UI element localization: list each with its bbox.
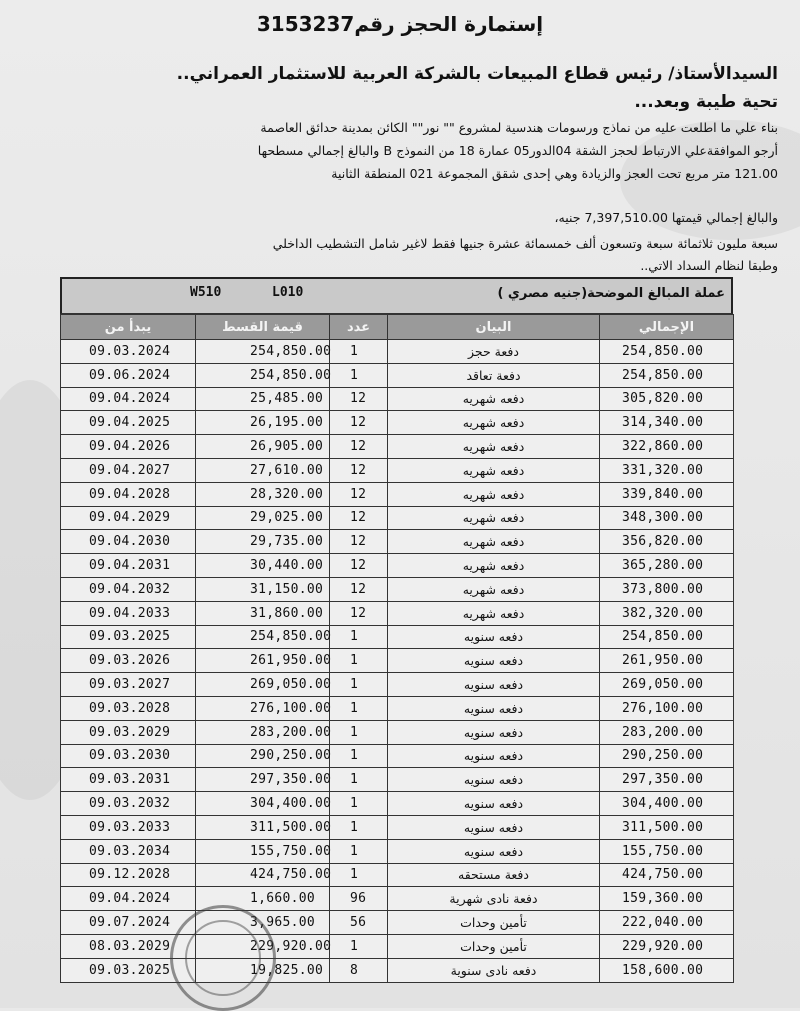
cell-statement: دفعه شهريه — [388, 601, 600, 625]
cell-installment: 424,750.00 — [196, 863, 330, 887]
cell-installment: 3,965.00 — [196, 911, 330, 935]
table-row — [61, 768, 734, 792]
cell-start-date: 09.04.2025 — [61, 411, 196, 435]
table-row — [61, 934, 734, 958]
cell-statement: دفعة مستحقه — [388, 863, 600, 887]
cell-installment: 155,750.00 — [196, 839, 330, 863]
addressee-line: السيدالأستاذ/ رئيس قطاع المبيعات بالشركة العربية للاستثمار العمراني.. — [176, 64, 778, 84]
total-value-line: والبالغ إجمالي قيمتها 7,397,510.00 جنيه، — [554, 210, 778, 225]
cell-count: 12 — [330, 530, 388, 554]
cell-count: 1 — [330, 839, 388, 863]
table-row — [61, 411, 734, 435]
cell-total: 254,850.00 — [600, 340, 734, 364]
cell-count: 1 — [330, 696, 388, 720]
table-row — [61, 649, 734, 673]
cell-total: 322,860.00 — [600, 435, 734, 459]
cell-statement: دفعه نادى سنوية — [388, 958, 600, 982]
cell-installment: 28,320.00 — [196, 482, 330, 506]
cell-count: 1 — [330, 815, 388, 839]
cell-start-date: 09.03.2026 — [61, 649, 196, 673]
table-row — [61, 363, 734, 387]
cell-start-date: 09.04.2033 — [61, 601, 196, 625]
cell-count: 1 — [330, 768, 388, 792]
cell-total: 382,320.00 — [600, 601, 734, 625]
cell-installment: 297,350.00 — [196, 768, 330, 792]
cell-installment: 27,610.00 — [196, 458, 330, 482]
cell-installment: 25,485.00 — [196, 387, 330, 411]
cell-count: 1 — [330, 363, 388, 387]
cell-total: 311,500.00 — [600, 815, 734, 839]
cell-count: 12 — [330, 411, 388, 435]
cell-total: 269,050.00 — [600, 673, 734, 697]
table-row — [61, 720, 734, 744]
col-total-header: الإجمالي — [600, 315, 734, 340]
cell-count: 1 — [330, 673, 388, 697]
cell-statement: دفعه شهريه — [388, 577, 600, 601]
table-row — [61, 530, 734, 554]
col-count-header: عدد — [330, 315, 388, 340]
cell-statement: دفعه سنويه — [388, 744, 600, 768]
col-start-header: يبدأ من — [61, 315, 196, 340]
payment-schedule — [60, 277, 733, 983]
cell-statement: دفعه سنويه — [388, 792, 600, 816]
cell-start-date: 09.03.2033 — [61, 815, 196, 839]
cell-count: 1 — [330, 792, 388, 816]
table-row — [61, 482, 734, 506]
cell-count: 8 — [330, 958, 388, 982]
cell-statement: دفعه سنويه — [388, 815, 600, 839]
cell-total: 276,100.00 — [600, 696, 734, 720]
cell-count: 1 — [330, 340, 388, 364]
cell-start-date: 09.03.2025 — [61, 958, 196, 982]
col-statement-header: البيان — [388, 315, 600, 340]
cell-start-date: 08.03.2029 — [61, 934, 196, 958]
cell-total: 254,850.00 — [600, 363, 734, 387]
cell-total: 331,320.00 — [600, 458, 734, 482]
code-w: W510 — [190, 285, 222, 300]
cell-count: 12 — [330, 387, 388, 411]
cell-count: 12 — [330, 458, 388, 482]
table-row — [61, 815, 734, 839]
cell-total: 373,800.00 — [600, 577, 734, 601]
cell-statement: دفعه سنويه — [388, 768, 600, 792]
cell-start-date: 09.03.2032 — [61, 792, 196, 816]
cell-total: 348,300.00 — [600, 506, 734, 530]
cell-count: 12 — [330, 554, 388, 578]
cell-start-date: 09.03.2024 — [61, 340, 196, 364]
cell-statement: دفعه شهريه — [388, 482, 600, 506]
cell-count: 1 — [330, 744, 388, 768]
greeting-line: تحية طيبة وبعد... — [634, 92, 778, 112]
cell-start-date: 09.03.2029 — [61, 720, 196, 744]
code-l: L010 — [272, 285, 304, 300]
cell-total: 356,820.00 — [600, 530, 734, 554]
cell-count: 12 — [330, 435, 388, 459]
cell-statement: دفعه شهريه — [388, 435, 600, 459]
table-header-row — [61, 315, 734, 340]
cell-statement: دفعه سنويه — [388, 625, 600, 649]
body-line-2: أرجو الموافقةعلي الارتباط لحجز الشقة 04الدور05 عمارة 18 من النموذج B والبالغ إجمالي مسطحها — [257, 143, 778, 158]
cell-installment: 254,850.00 — [196, 625, 330, 649]
cell-installment: 311,500.00 — [196, 815, 330, 839]
cell-installment: 283,200.00 — [196, 720, 330, 744]
amount-in-words-line: سبعة مليون ثلاثمائة سبعة وتسعون ألف خمسمائة عشرة جنيها فقط لاغير شامل التشطيب الداخلي — [272, 236, 778, 251]
cell-start-date: 09.04.2024 — [61, 387, 196, 411]
cell-start-date: 09.04.2027 — [61, 458, 196, 482]
table-row — [61, 458, 734, 482]
table-row — [61, 958, 734, 982]
cell-count: 96 — [330, 887, 388, 911]
cell-start-date: 09.04.2029 — [61, 506, 196, 530]
cell-start-date: 09.04.2026 — [61, 435, 196, 459]
cell-total: 290,250.00 — [600, 744, 734, 768]
cell-start-date: 09.06.2024 — [61, 363, 196, 387]
cell-total: 155,750.00 — [600, 839, 734, 863]
currency-label: عملة المبالغ الموضحة(جنيه مصري ) — [497, 286, 725, 301]
cell-count: 1 — [330, 625, 388, 649]
cell-statement: دفعة تعاقد — [388, 363, 600, 387]
table-row — [61, 506, 734, 530]
table-row — [61, 387, 734, 411]
cell-installment: 269,050.00 — [196, 673, 330, 697]
cell-installment: 1,660.00 — [196, 887, 330, 911]
table-row — [61, 435, 734, 459]
cell-total: 159,360.00 — [600, 887, 734, 911]
cell-installment: 31,150.00 — [196, 577, 330, 601]
cell-installment: 31,860.00 — [196, 601, 330, 625]
form-title: إستمارة الحجز رقم3153237 — [256, 12, 544, 36]
cell-statement: دفعه شهريه — [388, 506, 600, 530]
cell-start-date: 09.12.2028 — [61, 863, 196, 887]
cell-count: 12 — [330, 506, 388, 530]
cell-installment: 261,950.00 — [196, 649, 330, 673]
table-row — [61, 673, 734, 697]
cell-count: 12 — [330, 601, 388, 625]
cell-total: 222,040.00 — [600, 911, 734, 935]
cell-start-date: 09.07.2024 — [61, 911, 196, 935]
cell-count: 1 — [330, 863, 388, 887]
cell-start-date: 09.04.2031 — [61, 554, 196, 578]
table-row — [61, 911, 734, 935]
table-row — [61, 601, 734, 625]
cell-installment: 26,905.00 — [196, 435, 330, 459]
cell-start-date: 09.03.2034 — [61, 839, 196, 863]
cell-total: 314,340.00 — [600, 411, 734, 435]
table-row — [61, 839, 734, 863]
cell-installment: 29,735.00 — [196, 530, 330, 554]
cell-start-date: 09.03.2027 — [61, 673, 196, 697]
cell-installment: 26,195.00 — [196, 411, 330, 435]
cell-total: 158,600.00 — [600, 958, 734, 982]
cell-statement: دفعه شهريه — [388, 458, 600, 482]
cell-total: 365,280.00 — [600, 554, 734, 578]
table-row — [61, 792, 734, 816]
cell-installment: 19,825.00 — [196, 958, 330, 982]
cell-total: 424,750.00 — [600, 863, 734, 887]
cell-start-date: 09.03.2030 — [61, 744, 196, 768]
table-row — [61, 577, 734, 601]
cell-total: 339,840.00 — [600, 482, 734, 506]
cell-count: 1 — [330, 934, 388, 958]
cell-statement: دفعه سنويه — [388, 696, 600, 720]
cell-total: 261,950.00 — [600, 649, 734, 673]
cell-count: 1 — [330, 720, 388, 744]
cell-count: 12 — [330, 577, 388, 601]
cell-total: 254,850.00 — [600, 625, 734, 649]
cell-total: 304,400.00 — [600, 792, 734, 816]
cell-start-date: 09.03.2031 — [61, 768, 196, 792]
cell-installment: 29,025.00 — [196, 506, 330, 530]
cell-total: 297,350.00 — [600, 768, 734, 792]
table-row — [61, 696, 734, 720]
cell-statement: دفعه سنويه — [388, 720, 600, 744]
cell-total: 229,920.00 — [600, 934, 734, 958]
cell-start-date: 09.04.2030 — [61, 530, 196, 554]
cell-installment: 254,850.00 — [196, 363, 330, 387]
cell-statement: دفعه شهريه — [388, 554, 600, 578]
body-line-1: بناء علي ما اطلعت عليه من نماذج ورسومات هندسية لمشروع "" نور"" الكائن بمدينة حدائق العاصمة — [260, 120, 778, 135]
cell-statement: تأمين وحدات — [388, 934, 600, 958]
cell-installment: 290,250.00 — [196, 744, 330, 768]
cell-statement: تأمين وحدات — [388, 911, 600, 935]
cell-start-date: 09.04.2032 — [61, 577, 196, 601]
table-row — [61, 625, 734, 649]
payment-table — [60, 314, 734, 983]
cell-start-date: 09.03.2025 — [61, 625, 196, 649]
cell-count: 1 — [330, 649, 388, 673]
cell-total: 283,200.00 — [600, 720, 734, 744]
cell-statement: دفعة حجز — [388, 340, 600, 364]
table-row — [61, 340, 734, 364]
table-row — [61, 887, 734, 911]
cell-start-date: 09.04.2028 — [61, 482, 196, 506]
currency-header — [60, 277, 733, 314]
cell-installment: 229,920.00 — [196, 934, 330, 958]
cell-statement: دفعه شهريه — [388, 411, 600, 435]
cell-statement: دفعه سنويه — [388, 673, 600, 697]
cell-installment: 304,400.00 — [196, 792, 330, 816]
cell-start-date: 09.04.2024 — [61, 887, 196, 911]
body-line-3: 121.00 متر مربع تحت العجز والزيادة وهي إحدى شقق المجموعة 021 المنطقة الثانية — [331, 166, 778, 181]
cell-installment: 30,440.00 — [196, 554, 330, 578]
cell-count: 56 — [330, 911, 388, 935]
cell-start-date: 09.03.2028 — [61, 696, 196, 720]
cell-total: 305,820.00 — [600, 387, 734, 411]
table-row — [61, 744, 734, 768]
cell-installment: 254,850.00 — [196, 340, 330, 364]
cell-installment: 276,100.00 — [196, 696, 330, 720]
table-row — [61, 863, 734, 887]
cell-statement: دفعة نادى شهرية — [388, 887, 600, 911]
cell-statement: دفعه سنويه — [388, 839, 600, 863]
cell-count: 12 — [330, 482, 388, 506]
table-row — [61, 554, 734, 578]
col-installment-header: قيمة القسط — [196, 315, 330, 340]
cell-statement: دفعه سنويه — [388, 649, 600, 673]
payment-system-line: وطبقا لنظام السداد الاتي.. — [640, 258, 778, 273]
cell-statement: دفعه شهريه — [388, 387, 600, 411]
cell-statement: دفعه شهريه — [388, 530, 600, 554]
